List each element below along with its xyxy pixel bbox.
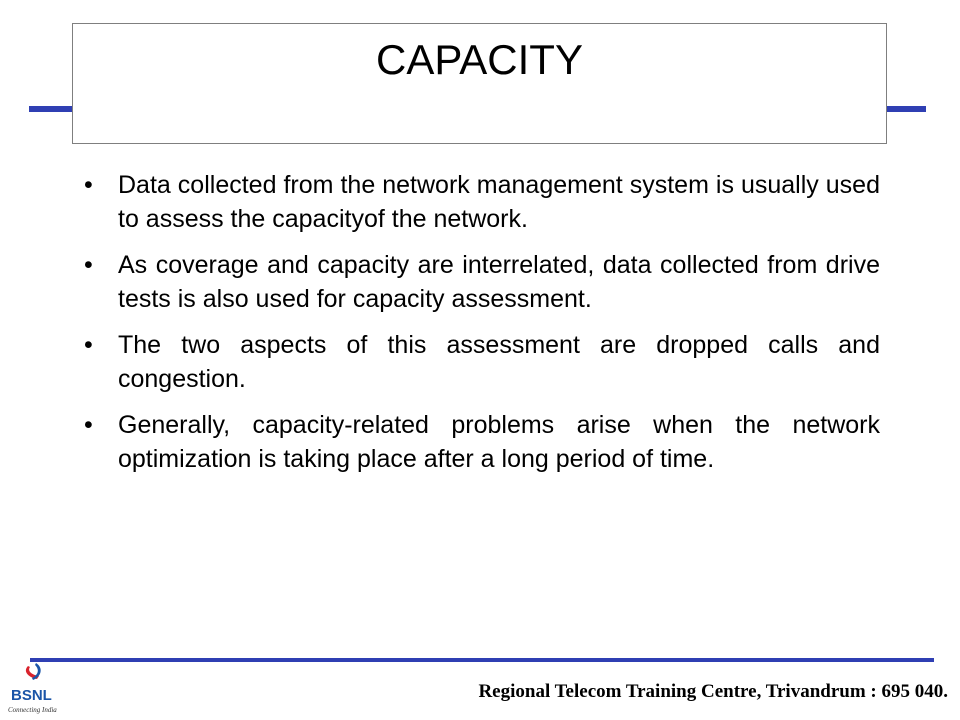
title-rule-left [29, 106, 74, 112]
bullet-item [84, 328, 880, 396]
bullet-marker: • [84, 411, 93, 439]
slide-title: CAPACITY [376, 36, 583, 83]
logo-tagline: Connecting India [8, 706, 57, 714]
bullet-list [84, 168, 880, 488]
logo-swoosh-blue [32, 663, 41, 680]
bullet-item [84, 408, 880, 476]
bsnl-logo [6, 660, 66, 718]
title-rule-right [886, 106, 926, 112]
logo-wordmark: BSNL [11, 687, 52, 704]
bullet-marker: • [84, 331, 93, 359]
bullet-text: As coverage and capacity are interrelated, data collected from drive tests is also used for capacity assessment. [118, 251, 880, 313]
bullet-marker: • [84, 251, 93, 279]
bullet-item [84, 248, 880, 316]
title-box [72, 23, 887, 144]
bullet-text: The two aspects of this assessment are dropped calls and congestion. [118, 331, 880, 393]
footer-caption: Regional Telecom Training Centre, Trivandrum : 695 040. [478, 681, 948, 702]
footer-rule [30, 658, 934, 662]
bullet-marker: • [84, 171, 93, 199]
bullet-item [84, 168, 880, 236]
bullet-text: Data collected from the network management system is usually used to assess the capacityof the network. [118, 171, 880, 233]
bullet-text: Generally, capacity-related problems arise when the network optimization is taking place after a long period of time. [118, 411, 880, 473]
